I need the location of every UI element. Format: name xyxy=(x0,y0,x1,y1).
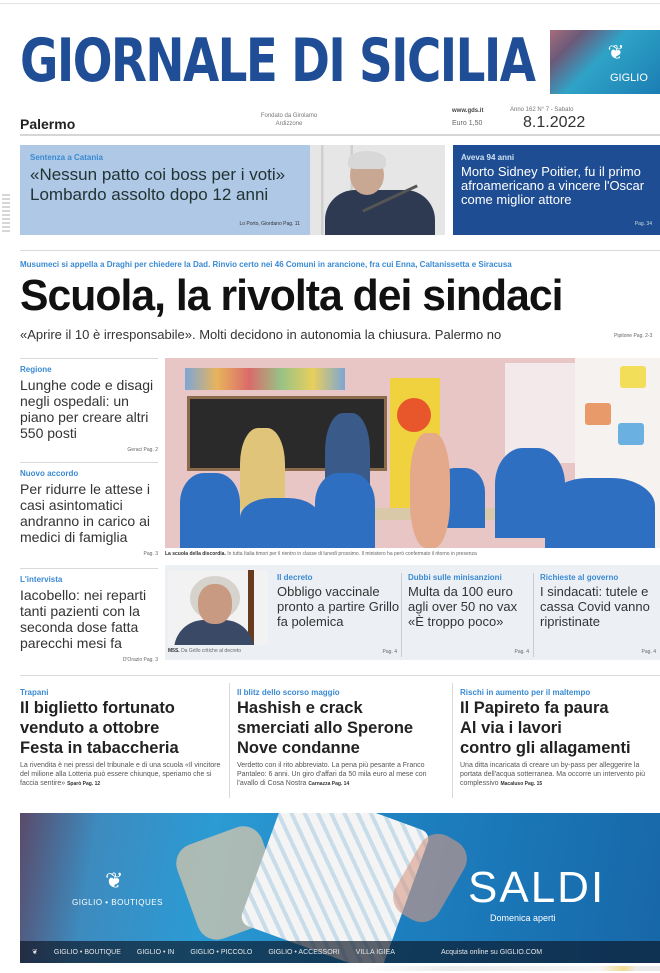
photo-figure-face xyxy=(198,584,232,624)
left-story[interactable] xyxy=(20,568,158,676)
story-headline: Iacobello: nei reparti tanti pazienti con la seconda dose fatta parecchi mesi fa xyxy=(20,587,147,651)
story-byline: Sparò Pag. 12 xyxy=(67,781,101,787)
dateline-bar xyxy=(20,104,660,136)
founder-note: Fondato da Girolamo Ardizzone xyxy=(260,113,318,127)
story-page: Pag. 4 xyxy=(641,649,656,655)
decree-story[interactable] xyxy=(271,573,401,657)
bottom-edge xyxy=(360,966,660,971)
story-catania[interactable] xyxy=(20,145,310,235)
ad-online-link[interactable]: Acquista online su GIGLIO.COM xyxy=(440,948,543,956)
main-headline[interactable]: Scuola, la rivolta dei sindaci xyxy=(20,271,563,320)
price: Euro 1,50 xyxy=(452,120,483,127)
main-kicker: Musumeci si appella a Draghi per chiedere la Dad. Rinvio certo nei 46 Comuni in arancione, fra cui Enna, Caltanissetta e Siracusa xyxy=(20,260,512,269)
story-byline: Lo Porto, Giordano Pag. 11 xyxy=(239,221,300,227)
story-text: La rivendita è nei pressi del tribunale e di una scuola «Il vincitore del milione alla Lotteria può essere chiunque, speriamo che si faccia sentire» xyxy=(20,762,221,787)
headline-line: Festa in tabaccheria xyxy=(20,739,179,757)
left-story[interactable] xyxy=(20,358,158,462)
divider xyxy=(20,675,660,676)
issue-number: Anno 162 N° 7 - Sabato xyxy=(510,107,574,113)
headline-line: Il biglietto fortunato xyxy=(20,699,175,717)
decree-story[interactable] xyxy=(401,573,533,657)
bottom-story[interactable] xyxy=(20,688,225,800)
headline-line: «Nessun patto coi boss per i voti» xyxy=(30,165,286,184)
story-kicker: Richieste al governo xyxy=(540,573,619,582)
bottom-story[interactable] xyxy=(237,688,447,800)
photo-emoji-card xyxy=(618,423,644,445)
story-kicker: L'intervista xyxy=(20,575,63,584)
headline-line: Hashish e crack xyxy=(237,699,363,717)
story-page: Pag. 4 xyxy=(514,649,529,655)
edition-city: Palermo xyxy=(20,116,76,132)
side-barcode-text xyxy=(2,192,10,232)
headline-line: contro gli allagamenti xyxy=(460,739,631,757)
grillo-photo xyxy=(168,570,268,645)
main-subtitle: «Aprire il 10 è irresponsabile». Molti decidono in autonomia la chiusura. Palermo no xyxy=(20,327,502,342)
story-kicker: Il blitz dello scorso maggio xyxy=(237,688,340,697)
story-body xyxy=(237,761,447,789)
story-page: Pag. 34 xyxy=(634,221,652,227)
headline-line: Al via i lavori xyxy=(460,719,562,737)
photo-emoji-card xyxy=(620,366,646,388)
story-kicker: Il decreto xyxy=(277,573,313,582)
ad-nav-item[interactable]: GIGLIO • ACCESSORI xyxy=(268,948,340,956)
story-kicker: Rischi in aumento per il maltempo xyxy=(460,688,591,697)
ad-headline: SALDI xyxy=(468,863,606,912)
left-column xyxy=(20,358,158,676)
story-body xyxy=(20,761,225,789)
photo-raised-hand xyxy=(410,433,450,548)
photo-student xyxy=(240,498,320,548)
story-headline: Obbligo vaccinale pronto a partire Grillo fa polemica xyxy=(277,584,400,629)
ad-subline: Domenica aperti xyxy=(490,913,556,923)
story-byline: Carnazza Pag. 14 xyxy=(308,781,350,787)
story-page: Geraci Pag. 2 xyxy=(127,447,158,453)
caption-text: Da Grillo critiche al decreto xyxy=(181,648,242,654)
headline-line: Nove condanne xyxy=(237,739,360,757)
story-kicker: Aveva 94 anni xyxy=(461,153,515,162)
story-text: Una ditta incaricata di creare un by-pass per alleggerire la portata dell'acqua sotterranea. Ma occorre un intervento più complessivo xyxy=(460,762,646,787)
decree-section xyxy=(165,565,660,660)
giglio-lily-icon: ❦ xyxy=(105,868,124,893)
photo-student xyxy=(315,473,375,548)
photo-student xyxy=(180,473,240,548)
caption-title: M5S. xyxy=(168,648,180,654)
website-link[interactable]: www.gds.it xyxy=(452,108,484,114)
photo-figure-body xyxy=(325,190,435,235)
story-headline: I sindacati: tutele e cassa Covid vanno ripristinate xyxy=(540,584,650,629)
story-headline: Per ridurre le attese i casi asintomatici andranno in carico ai medici di famiglia xyxy=(20,481,150,545)
column-divider xyxy=(229,683,230,798)
story-kicker: Regione xyxy=(20,365,52,374)
story-headline xyxy=(460,698,660,758)
story-kicker: Nuovo accordo xyxy=(20,469,79,478)
classroom-photo xyxy=(165,358,660,548)
ad-nav-bar xyxy=(20,941,660,963)
corner-ad-brand: GIGLIO xyxy=(610,72,648,84)
story-page: Pag. 4 xyxy=(382,649,397,655)
photo-figure-hair xyxy=(348,151,386,169)
story-headline: Multa da 100 euro agli over 50 no vax «È troppo poco» xyxy=(408,584,518,629)
decree-story[interactable] xyxy=(533,573,660,657)
photo-caption xyxy=(165,551,477,557)
photo-student xyxy=(545,478,655,548)
story-headline: Morto Sidney Poitier, fu il primo afroamericano a vincere l'Oscar come miglior attore xyxy=(461,164,645,207)
column-divider xyxy=(452,683,453,798)
caption-text: In tutta Italia timori per il rientro in classe di lunedì prossimo. Il ministero ha però confermato il ritorno in presenza xyxy=(227,551,477,557)
ad-nav-item[interactable]: VILLA IGIEA xyxy=(355,948,395,956)
headline-line: venduto a ottobre xyxy=(20,719,160,737)
left-story[interactable] xyxy=(20,462,158,564)
story-body xyxy=(460,761,660,789)
bottom-story[interactable] xyxy=(460,688,660,800)
story-headline xyxy=(237,698,447,758)
main-byline: Pipitone Pag. 2-3 xyxy=(614,333,653,339)
ad-nav-item[interactable]: GIGLIO • IN xyxy=(136,948,175,956)
story-poitier[interactable] xyxy=(453,145,660,235)
giglio-lily-icon: ❦ xyxy=(607,42,625,64)
story-page: D'Orazio Pag. 3 xyxy=(122,657,158,663)
headline-line: Lombardo assolto dopo 12 anni xyxy=(30,185,269,204)
photo-sun-decoration xyxy=(397,398,431,432)
story-headline: Lunghe code e disagi negli ospedali: un piano per creare altri 550 posti xyxy=(20,377,154,441)
top-border xyxy=(0,3,660,4)
masthead xyxy=(20,28,540,94)
story-headline xyxy=(30,165,300,205)
lombardo-photo xyxy=(310,145,445,235)
photo-banner-letters xyxy=(185,368,345,390)
ad-brand: GIGLIO • BOUTIQUES xyxy=(72,898,163,907)
newspaper-title: GIORNALE DI SICILIA xyxy=(20,26,535,96)
grillo-caption xyxy=(168,648,241,654)
story-text: Verdetto con il rito abbreviato. La pena più pesante a Franco Pantaleo: 6 anni. Un giro d'affari da 50 mila euro al mese con l'avallo di Cosa Nostra xyxy=(237,762,427,787)
issue-date: 8.1.2022 xyxy=(523,114,586,131)
divider xyxy=(20,250,660,251)
story-page: Pag. 3 xyxy=(143,551,158,557)
giglio-lily-icon: ❦ xyxy=(32,949,38,956)
caption-title: La scuola della discordia. xyxy=(165,551,226,557)
story-byline: Macaluso Pag. 15 xyxy=(500,781,543,787)
ad-nav-item[interactable]: GIGLIO • PICCOLO xyxy=(190,948,253,956)
photo-emoji-card xyxy=(585,403,611,425)
story-kicker: Trapani xyxy=(20,688,49,697)
headline-line: Il Papireto fa paura xyxy=(460,699,609,717)
story-kicker: Sentenza a Catania xyxy=(30,153,103,162)
giglio-advertisement[interactable] xyxy=(20,813,660,963)
story-headline xyxy=(20,698,225,758)
story-kicker: Dubbi sulle minisanzioni xyxy=(408,573,502,582)
corner-advertisement[interactable] xyxy=(550,30,660,94)
headline-line: smerciati allo Sperone xyxy=(237,719,414,737)
ad-nav-item[interactable]: GIGLIO • BOUTIQUE xyxy=(53,948,121,956)
